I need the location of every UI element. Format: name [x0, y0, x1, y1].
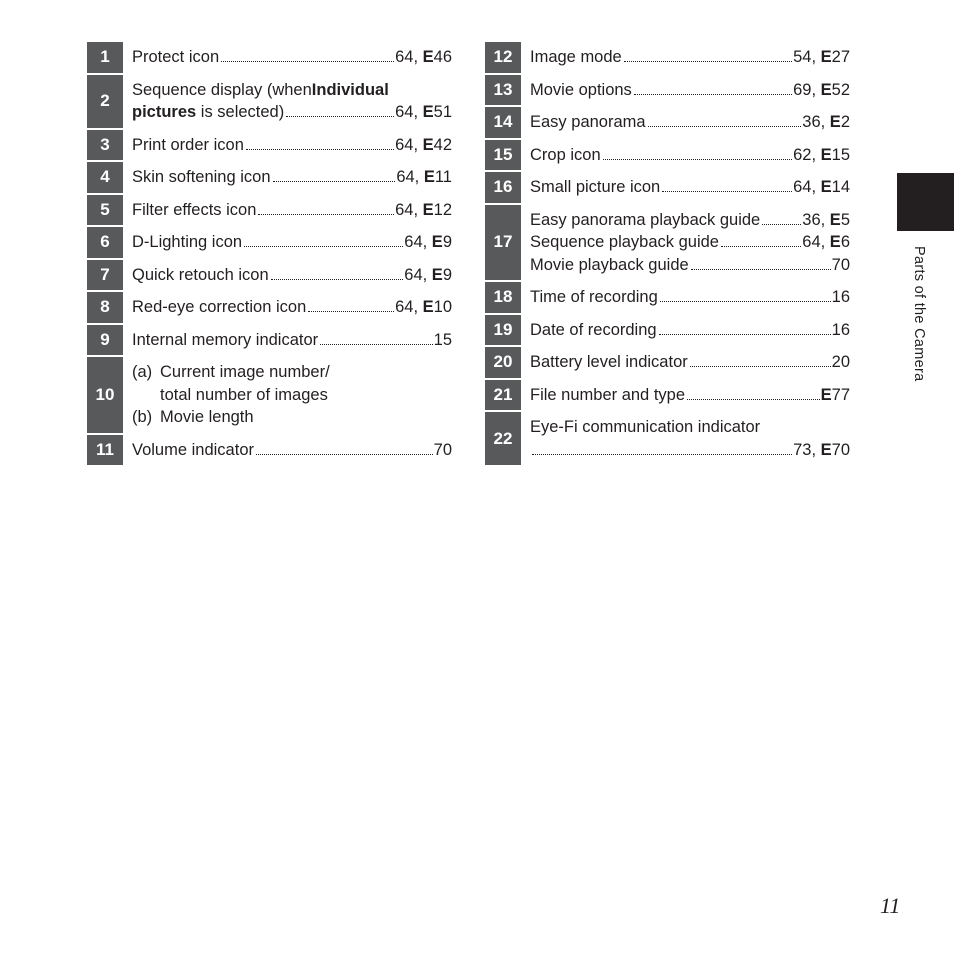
item-number: 13: [485, 74, 521, 107]
item-number: 14: [485, 106, 521, 139]
ref-page: 12: [433, 200, 452, 219]
item-label: D-Lighting icon: [132, 233, 243, 251]
item-number: 10: [87, 356, 123, 434]
item-label: Time of recording: [530, 288, 658, 306]
table-row: [87, 434, 454, 467]
page-ref: 64,: [396, 168, 424, 186]
item-number: 5: [87, 194, 123, 227]
leader-dots: [662, 191, 792, 192]
page-ref: 36,: [802, 210, 830, 229]
page-ref: 69,: [793, 80, 821, 99]
leader-dots: [256, 454, 433, 455]
item-number: 9: [87, 324, 123, 357]
item-label: Filter effects icon: [132, 200, 257, 219]
ref-page: 42: [433, 135, 452, 154]
table-row: [87, 161, 454, 194]
leader-dots: [320, 344, 432, 345]
reference-section-icon: E: [829, 113, 841, 131]
table-row: [87, 259, 454, 292]
item-label: Internal memory indicator: [132, 330, 319, 349]
reference-section-icon: E: [431, 233, 443, 251]
item-number: 20: [485, 346, 521, 379]
reference-section-icon: E: [829, 210, 841, 229]
ref-page: 6: [840, 233, 850, 251]
item-number: 3: [87, 129, 123, 162]
page-ref: 70: [433, 440, 452, 459]
leader-dots: [690, 366, 831, 367]
leader-dots: [532, 454, 792, 455]
table-row: [485, 42, 852, 74]
item-number: 2: [87, 74, 123, 129]
item-label: Easy panorama: [530, 113, 646, 131]
ref-page: 15: [831, 145, 850, 164]
page-ref: 15: [433, 330, 452, 349]
item-number: 11: [87, 434, 123, 467]
item-number: 12: [485, 42, 521, 74]
page-ref: 64,: [404, 265, 432, 284]
item-label-bold: pictures: [132, 103, 197, 121]
page-ref: 73,: [793, 440, 821, 459]
leader-dots: [603, 159, 792, 160]
page-ref: 64,: [395, 103, 423, 121]
table-row: [87, 74, 454, 129]
reference-section-icon: E: [820, 178, 832, 196]
ref-page: 9: [442, 233, 452, 251]
table-row: [485, 139, 852, 172]
ref-page: 14: [831, 178, 850, 196]
table-row: [87, 291, 454, 324]
page-ref: 64,: [802, 233, 830, 251]
item-label: Current image number/: [160, 363, 330, 381]
table-row: [485, 314, 852, 347]
table-row: [87, 226, 454, 259]
reference-section-icon: E: [829, 233, 841, 251]
ref-page: 5: [840, 210, 850, 229]
item-number: 17: [485, 204, 521, 282]
page-ref: 16: [831, 320, 850, 339]
leader-dots: [221, 61, 394, 62]
page-ref: 62,: [793, 145, 821, 164]
legend-table-right: [485, 42, 852, 467]
item-label: Movie length: [160, 408, 254, 426]
table-row: [485, 346, 852, 379]
chapter-tab: [897, 173, 954, 231]
ref-page: 2: [840, 113, 850, 131]
leader-dots: [687, 399, 820, 400]
item-label: Protect icon: [132, 48, 220, 66]
item-label: Volume indicator: [132, 440, 254, 459]
reference-section-icon: E: [431, 265, 443, 284]
sub-item-marker: (a): [132, 363, 153, 381]
item-label: Crop icon: [530, 145, 601, 164]
leader-dots: [660, 301, 831, 302]
leader-dots: [691, 269, 831, 270]
leader-dots: [273, 181, 396, 182]
page-ref: 36,: [802, 113, 830, 131]
item-label: File number and type: [530, 385, 686, 404]
item-label: Movie options: [530, 80, 632, 99]
item-label: Sequence playback guide: [530, 233, 719, 251]
item-label: Battery level indicator: [530, 353, 688, 371]
leader-dots: [624, 61, 792, 62]
page-ref: 64,: [395, 200, 423, 219]
ref-page: 52: [831, 80, 850, 99]
table-row: [485, 106, 852, 139]
page-number: 11: [880, 893, 901, 918]
table-row: [87, 194, 454, 227]
table-row: [485, 411, 852, 466]
reference-section-icon: E: [820, 48, 832, 66]
item-label: is selected): [196, 103, 285, 121]
ref-page: 11: [434, 168, 452, 186]
reference-section-icon: E: [422, 103, 434, 121]
item-number: 16: [485, 171, 521, 204]
item-label: Print order icon: [132, 135, 244, 154]
leader-dots: [721, 246, 801, 247]
item-label: Movie playback guide: [530, 255, 689, 274]
ref-page: 51: [433, 103, 452, 121]
reference-section-icon: E: [820, 440, 832, 459]
chapter-label: Parts of the Camera: [911, 246, 927, 382]
item-number: 7: [87, 259, 123, 292]
leader-dots: [286, 116, 394, 117]
item-number: 15: [485, 139, 521, 172]
item-label: total number of images: [160, 385, 328, 404]
item-number: 8: [87, 291, 123, 324]
table-row: [485, 204, 852, 282]
leader-dots: [659, 334, 831, 335]
reference-section-icon: E: [422, 48, 434, 66]
table-row: [485, 74, 852, 107]
item-label-bold: Individual: [311, 80, 389, 99]
item-label: Eye-Fi communication indicator: [530, 418, 761, 436]
leader-dots: [648, 126, 802, 127]
table-row: [485, 281, 852, 314]
item-number: 21: [485, 379, 521, 412]
page-ref: 20: [831, 353, 850, 371]
reference-section-icon: E: [820, 385, 832, 404]
page-ref: 64,: [395, 298, 423, 316]
page-ref: 64,: [793, 178, 821, 196]
item-label: Image mode: [530, 48, 622, 66]
legend-table-left: [87, 42, 454, 467]
table-row: [485, 379, 852, 412]
table-row: [87, 42, 454, 74]
item-number: 4: [87, 161, 123, 194]
item-number: 6: [87, 226, 123, 259]
ref-page: 27: [831, 48, 850, 66]
page-ref: 70: [831, 255, 850, 274]
item-number: 19: [485, 314, 521, 347]
item-number: 22: [485, 411, 521, 466]
ref-page: 46: [433, 48, 452, 66]
item-label: Skin softening icon: [132, 168, 271, 186]
reference-section-icon: E: [422, 135, 434, 154]
leader-dots: [271, 279, 404, 280]
reference-section-icon: E: [820, 80, 832, 99]
table-row: [485, 171, 852, 204]
leader-dots: [308, 311, 394, 312]
leader-dots: [634, 94, 792, 95]
page-ref: 64,: [404, 233, 432, 251]
item-label: Date of recording: [530, 320, 657, 339]
reference-section-icon: E: [422, 200, 434, 219]
page-ref: 64,: [395, 48, 423, 66]
table-row: [87, 324, 454, 357]
item-label: Quick retouch icon: [132, 265, 269, 284]
page-ref: 54,: [793, 48, 821, 66]
leader-dots: [258, 214, 394, 215]
ref-page: 10: [433, 298, 452, 316]
table-row: [87, 129, 454, 162]
item-number: 18: [485, 281, 521, 314]
item-label: Sequence display (when: [132, 80, 312, 99]
leader-dots: [762, 224, 801, 225]
leader-dots: [244, 246, 403, 247]
item-label: Red-eye correction icon: [132, 298, 307, 316]
ref-page: 77: [831, 385, 850, 404]
table-row: [87, 356, 454, 434]
ref-page: 9: [442, 265, 452, 284]
ref-page: 70: [831, 440, 850, 459]
reference-section-icon: E: [422, 298, 434, 316]
leader-dots: [246, 149, 394, 150]
item-number: 1: [87, 42, 123, 74]
page-ref: 16: [831, 288, 850, 306]
reference-section-icon: E: [820, 145, 832, 164]
page-ref: 64,: [395, 135, 423, 154]
item-label: Easy panorama playback guide: [530, 210, 761, 229]
sub-item-marker: (b): [132, 408, 153, 426]
item-label: Small picture icon: [530, 178, 661, 196]
reference-section-icon: E: [423, 168, 435, 186]
